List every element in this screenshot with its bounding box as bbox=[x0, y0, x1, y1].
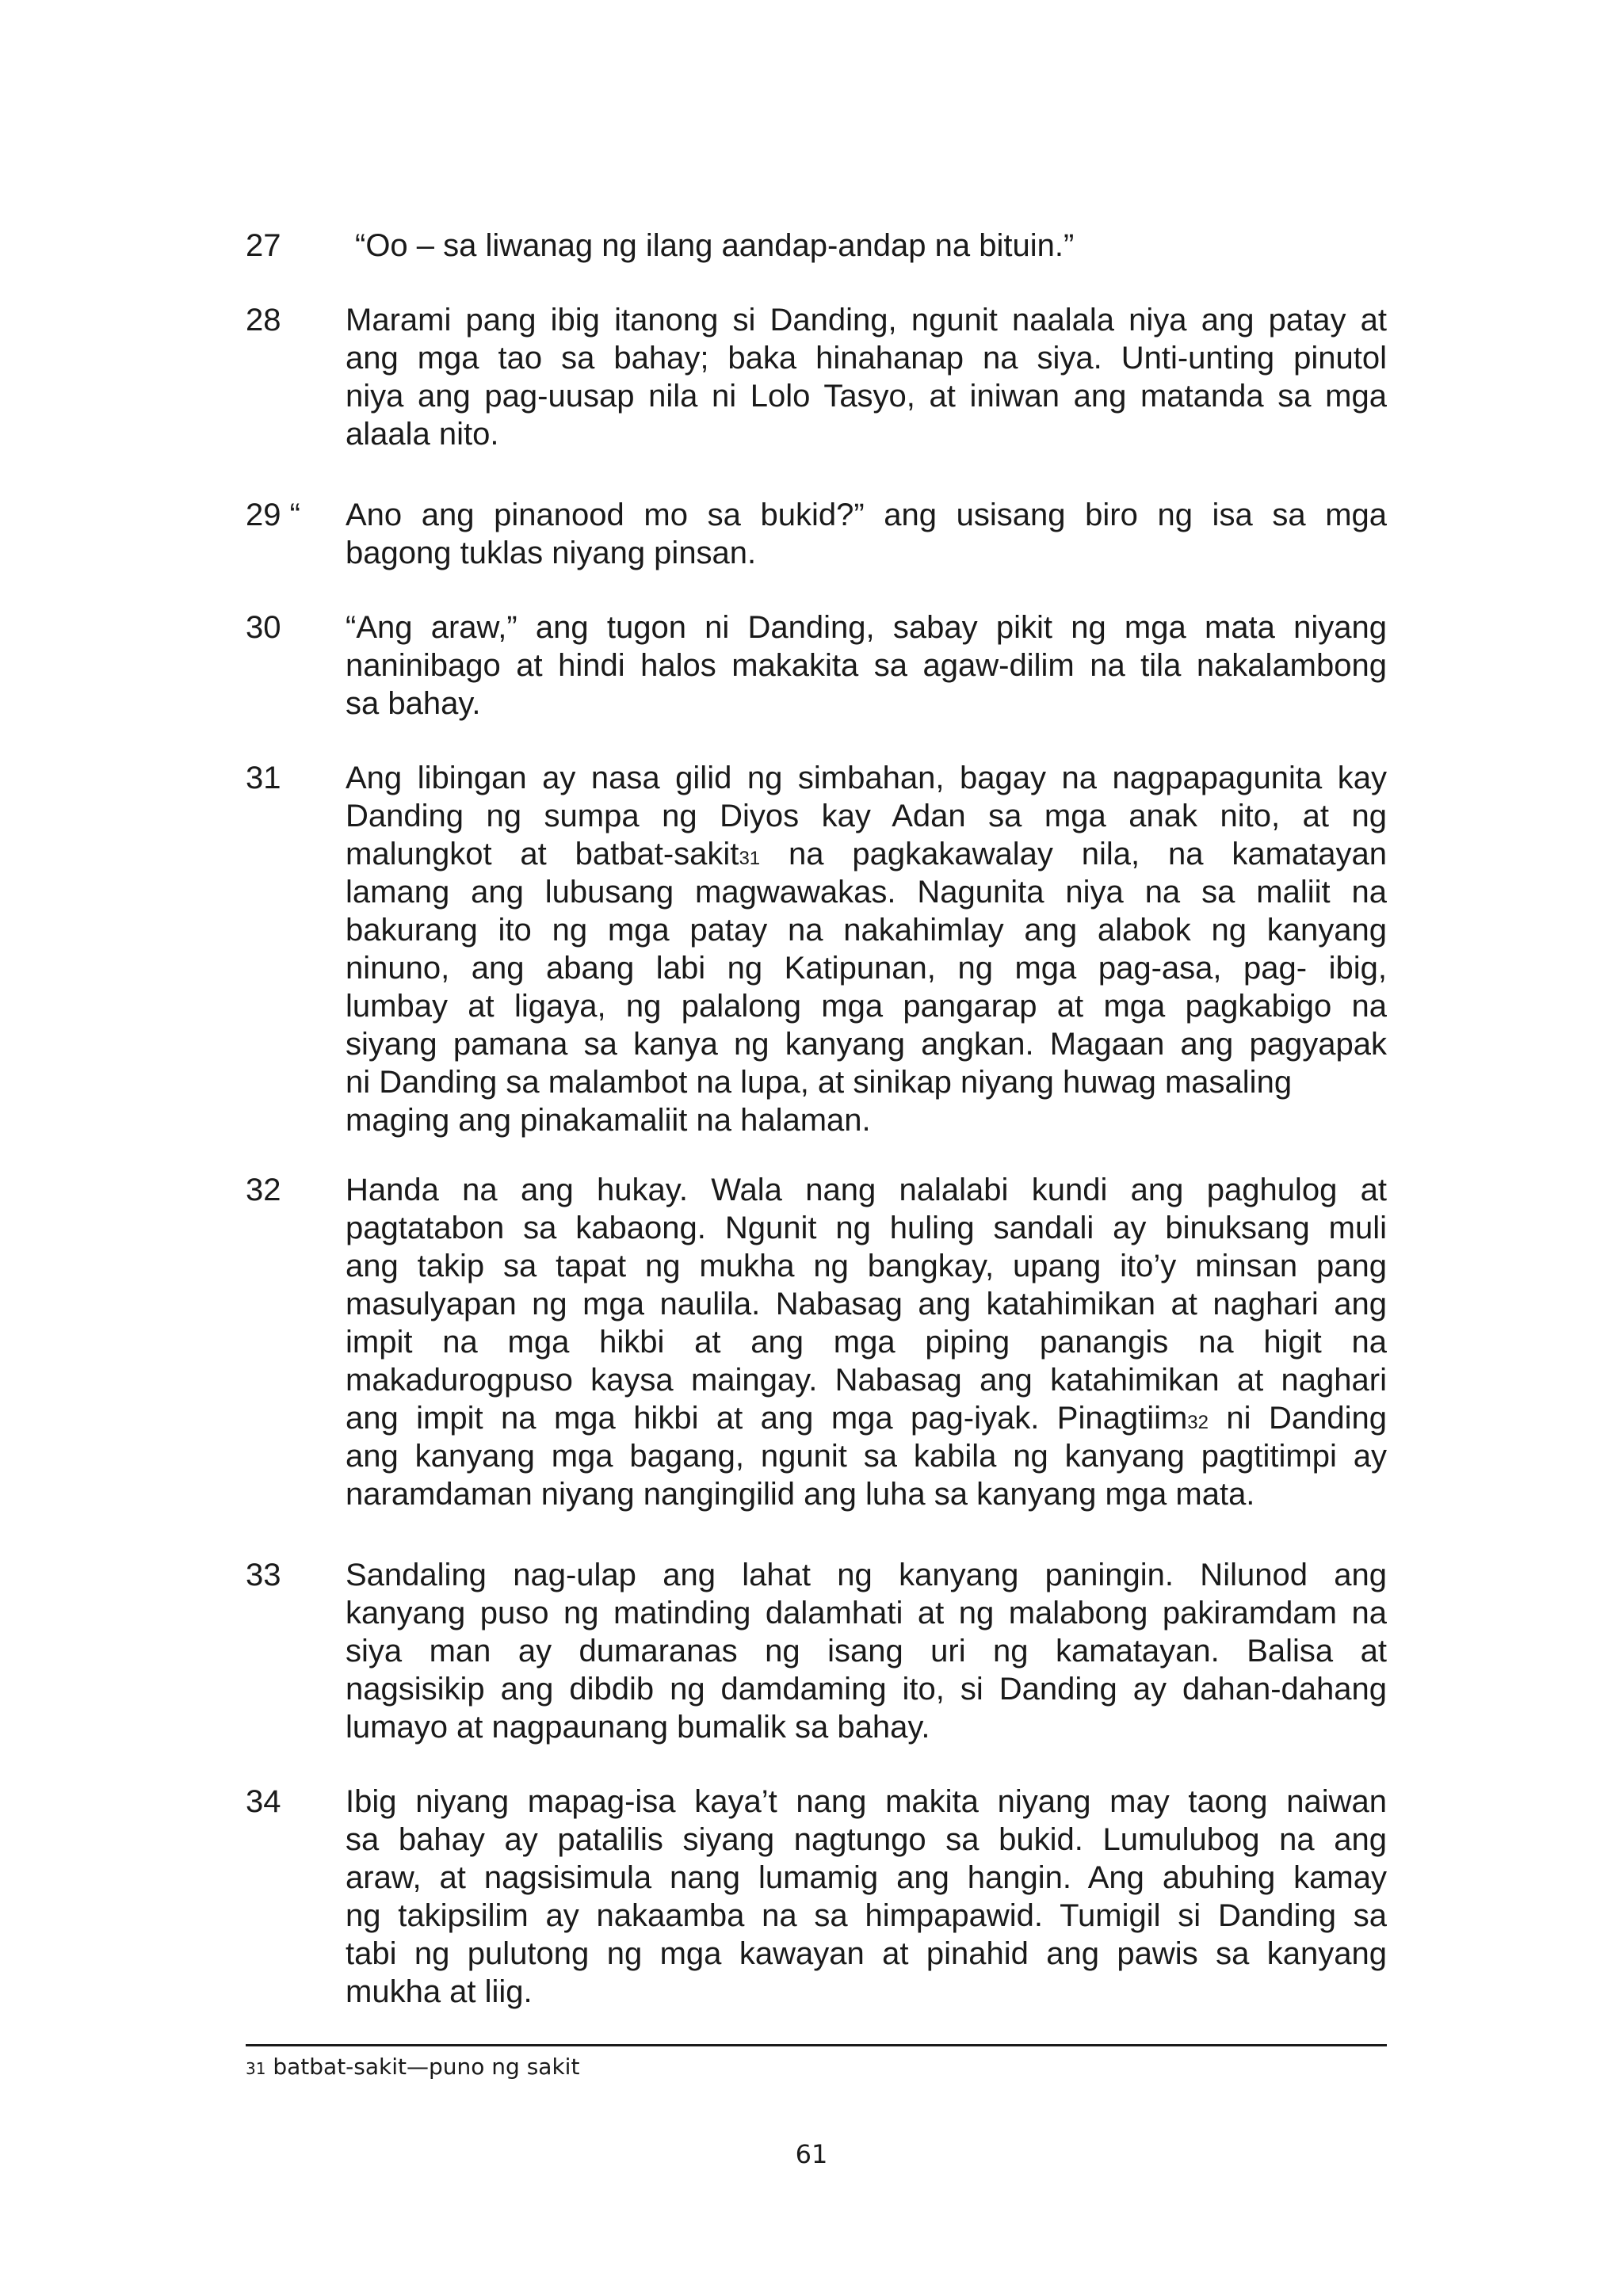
text-line: Marami pang ibig itanong si Danding, ngunit naalala niya ang patay at bbox=[346, 303, 1387, 338]
text-line: impit na mga hikbi at ang mga piping panangis na higit na bbox=[346, 1325, 1387, 1360]
text-segment: ang impit na mga hikbi at ang mga pag-iyak. Pinagtiim bbox=[346, 1401, 1188, 1436]
text-line: nagsisikip ang dibdib ng damdaming ito, si Danding ay dahan-dahang bbox=[346, 1672, 1387, 1707]
text-line: pagtatabon sa kabaong. Ngunit ng huling sandali ay binuksang muli bbox=[346, 1211, 1387, 1245]
paragraph-number: 27 bbox=[246, 228, 281, 263]
text-line: ang takip sa tapat ng mukha ng bangkay, upang ito’y minsan pang bbox=[346, 1249, 1387, 1283]
text-line: Ang libingan ay nasa gilid ng simbahan, bagay na nagpapagunita kay bbox=[346, 761, 1387, 795]
paragraph-text bbox=[346, 1556, 1387, 1746]
paragraph-text bbox=[346, 301, 1387, 453]
text-line: lamang ang lubusang magwawakas. Nagunita niya na sa maliit na bbox=[346, 875, 1387, 910]
text-line: naninibago at hindi halos makakita sa agaw-dilim na tila nakalambong bbox=[346, 648, 1387, 683]
paragraph-29 bbox=[246, 496, 1387, 572]
paragraph-32 bbox=[246, 1171, 1387, 1513]
text-line: bagong tuklas niyang pinsan. bbox=[346, 536, 757, 570]
paragraph-27 bbox=[246, 227, 1387, 265]
paragraph-34 bbox=[246, 1783, 1387, 2011]
text-line: Danding ng sumpa ng Diyos kay Adan sa mga anak nito, at ng bbox=[346, 799, 1387, 833]
text-line: araw, at nagsisimula nang lumamig ang hangin. Ang abuhing kamay bbox=[346, 1860, 1387, 1895]
text-segment: ni Danding bbox=[1209, 1401, 1387, 1436]
paragraph-31 bbox=[246, 759, 1387, 1139]
text-line: masulyapan ng mga naulila. Nabasag ang katahimikan at naghari ang bbox=[346, 1287, 1387, 1322]
paragraph-text bbox=[346, 227, 1387, 265]
text-line: tabi ng pulutong ng mga kawayan at pinahid ang pawis sa kanyang bbox=[346, 1936, 1387, 1971]
text-line: ang mga tao sa bahay; baka hinahanap na siya. Unti-unting pinutol bbox=[346, 341, 1387, 376]
paragraph-number: 31 bbox=[246, 761, 281, 795]
paragraph-text bbox=[346, 759, 1387, 1139]
text-line: siya man ay dumaranas ng isang uri ng kamatayan. Balisa at bbox=[346, 1634, 1387, 1669]
text-line: “Ang araw,” ang tugon ni Danding, sabay pikit ng mga mata niyang bbox=[346, 610, 1387, 645]
text-line: ng takipsilim ay nakaamba na sa himpapawid. Tumigil si Danding sa bbox=[346, 1898, 1387, 1933]
text-line: siyang pamana sa kanya ng kanyang angkan. Magaan ang pagyapak bbox=[346, 1027, 1387, 1062]
text-line: makadurogpuso kaysa maingay. Nabasag ang katahimikan at naghari bbox=[346, 1363, 1387, 1398]
text-line: sa bahay. bbox=[346, 686, 481, 721]
text-segment: malungkot at batbat-sakit bbox=[346, 837, 739, 871]
text-line: “Oo – sa liwanag ng ilang aandap-andap na bituin.” bbox=[355, 228, 1075, 263]
footnote-reference[interactable]: 32 bbox=[1187, 1412, 1209, 1433]
footnote-reference[interactable]: 31 bbox=[739, 848, 761, 869]
text-line: ninuno, ang abang labi ng Katipunan, ng mga pag-asa, pag- ibig, bbox=[346, 951, 1387, 986]
paragraph-number: 32 bbox=[246, 1173, 281, 1207]
footnote bbox=[246, 2052, 579, 2084]
footnote-number: 31 bbox=[246, 2059, 266, 2078]
footnote-text: batbat-sakit—puno ng sakit bbox=[265, 2054, 580, 2080]
paragraph-33 bbox=[246, 1556, 1387, 1746]
text-line: sa bahay ay patalilis siyang nagtungo sa bukid. Lumulubog na ang bbox=[346, 1822, 1387, 1857]
text-line: alaala nito. bbox=[346, 417, 499, 452]
text-line: Sandaling nag-ulap ang lahat ng kanyang paningin. Nilunod ang bbox=[346, 1558, 1387, 1592]
text-line: kanyang puso ng matinding dalamhati at ng malabong pakiramdam na bbox=[346, 1596, 1387, 1630]
paragraph-text bbox=[346, 496, 1387, 572]
text-line: bakurang ito ng mga patay na nakahimlay ang alabok ng kanyang bbox=[346, 913, 1387, 948]
text-line: mukha at liig. bbox=[346, 1974, 533, 2009]
text-line: lumayo at nagpaunang bumalik sa bahay. bbox=[346, 1710, 930, 1745]
text-line: ni Danding sa malambot na lupa, at sinikap niyang huwag masaling bbox=[346, 1065, 1293, 1100]
text-line: niya ang pag-uusap nila ni Lolo Tasyo, at iniwan ang matanda sa mga bbox=[346, 379, 1387, 414]
paragraph-number: 34 bbox=[246, 1784, 281, 1819]
paragraph-number: 28 bbox=[246, 303, 281, 338]
paragraph-text bbox=[346, 608, 1387, 723]
paragraph-30 bbox=[246, 608, 1387, 723]
paragraph-text bbox=[346, 1783, 1387, 2011]
text-line: naramdaman niyang nangingilid ang luha sa kanyang mga mata. bbox=[346, 1477, 1255, 1512]
text-line: lumbay at ligaya, ng palalong mga pangarap at mga pagkabigo na bbox=[346, 989, 1387, 1024]
text-line: maging ang pinakamaliit na halaman. bbox=[346, 1103, 871, 1138]
footnote-divider bbox=[246, 2044, 1387, 2046]
text-line: Ano ang pinanood mo sa bukid?” ang usisang biro ng isa sa mga bbox=[346, 498, 1387, 532]
text-line: Handa na ang hukay. Wala nang nalalabi kundi ang paghulog at bbox=[346, 1173, 1387, 1207]
text-line bbox=[346, 1399, 1387, 1437]
text-segment: na pagkakawalay nila, na kamatayan bbox=[760, 837, 1388, 871]
paragraph-number: 29 “ bbox=[246, 498, 300, 532]
paragraph-number: 30 bbox=[246, 610, 281, 645]
paragraph-28 bbox=[246, 301, 1387, 453]
paragraph-text bbox=[346, 1171, 1387, 1513]
page-number: 61 bbox=[795, 2139, 828, 2169]
text-line bbox=[346, 835, 1387, 873]
text-line: Ibig niyang mapag-isa kaya’t nang makita niyang may taong naiwan bbox=[346, 1784, 1387, 1819]
paragraph-number: 33 bbox=[246, 1558, 281, 1592]
text-line: ang kanyang mga bagang, ngunit sa kabila ng kanyang pagtitimpi ay bbox=[346, 1439, 1387, 1474]
